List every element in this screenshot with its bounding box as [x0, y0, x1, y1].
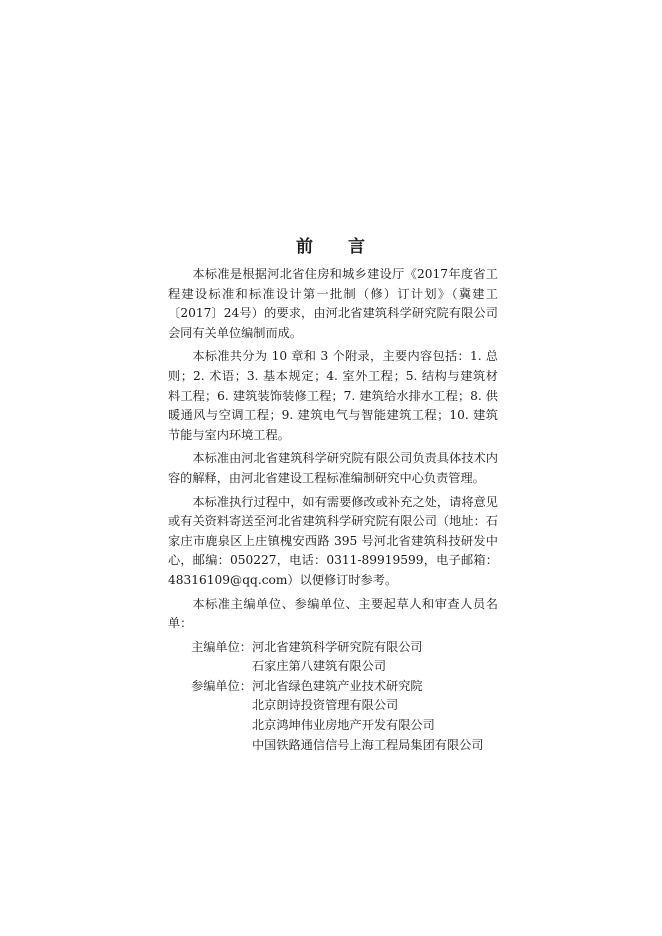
chief-units-names: [252, 638, 498, 677]
participating-units-row: [168, 677, 498, 755]
paragraph-units-intro: 本标准主编单位、参编单位、主要起草人和审查人员名单：: [168, 596, 498, 631]
participating-unit-name: 河北省绿色建筑产业技术研究院: [252, 678, 423, 693]
page-title-left: 前: [296, 237, 314, 257]
unit-list: [168, 638, 498, 756]
paragraph-contents: 本标准共分为 10 章和 3 个附录，主要内容包括：1. 总则；2. 术语；3. 基本规定；4. 室外工程；5. 结构与建筑材料工程；6. 建筑装饰装修工程；7. 建筑给水排水工程；8. 供暖通风与空调工程；9. 建筑电气与智能建筑工程；10. 建筑节能与室内环境工程。: [168, 349, 498, 442]
participating-unit-name: 中国铁路通信信号上海工程局集团有限公司: [252, 737, 484, 752]
paragraph-origin: 本标准是根据河北省住房和城乡建设厅《2017年度省工程建设标准和标准设计第一批制（修）订计划》（冀建工〔2017〕24号）的要求，由河北省建筑科学研究院有限公司会同有关单位编制而成。: [168, 267, 498, 340]
page-title: [0, 232, 662, 257]
participating-unit-name: 北京朗诗投资管理有限公司: [252, 698, 399, 713]
participating-units-names: [252, 677, 498, 755]
preface-body: [168, 265, 498, 755]
paragraph-feedback: 本标准执行过程中，如有需要修改或补充之处，请将意见或有关资料寄送至河北省建筑科学研究院有限公司（地址：石家庄市鹿泉区上庄镇槐安西路 395 号河北省建筑科技研发中心，邮编：050227，电话：0311-89919599，电子邮箱：48316109@qq.com）以便修订时参考。: [168, 494, 498, 587]
participating-units-label: 参编单位：: [191, 678, 252, 693]
chief-units-row: [168, 638, 498, 677]
chief-unit-name: 石家庄第八建筑有限公司: [252, 659, 387, 674]
chief-units-label: 主编单位：: [191, 639, 252, 654]
page-title-right: 言: [348, 237, 366, 257]
chief-unit-name: 河北省建筑科学研究院有限公司: [252, 639, 423, 654]
paragraph-interpretation: 本标准由河北省建筑科学研究院有限公司负责具体技术内容的解释，由河北省建设工程标准编制研究中心负责管理。: [168, 451, 498, 485]
participating-unit-name: 北京鸿坤伟业房地产开发有限公司: [252, 718, 435, 733]
